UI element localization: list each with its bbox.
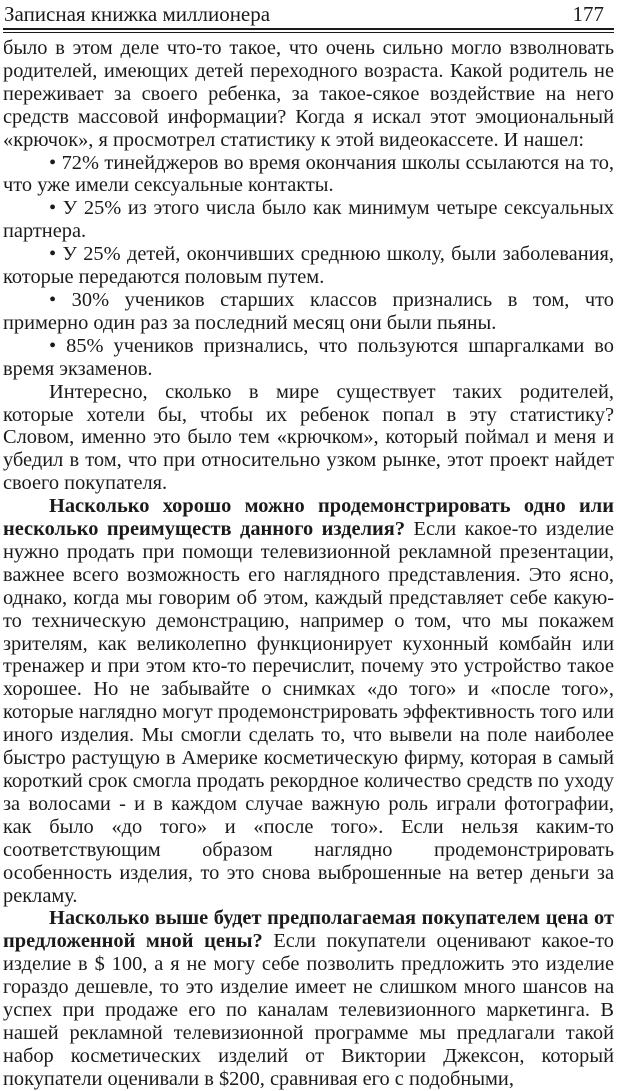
paragraph-with-lead [3, 495, 614, 907]
paragraph: Интересно, сколько в мире существует таких родителей, которые хотели бы, чтобы их ребенок попал в эту статистику? Словом, именно это было тем «крючком», который поймал и меня и убедил в том, что при относительно узком рынке, этот проект найдет своего покупателя. [3, 380, 614, 495]
bullet-item: • 30% учеников старших классов признались в том, что примерно один раз за последний месяц они были пьяны. [3, 288, 614, 334]
lead-question: Насколько выше будет предполагаемая покупателем цена от предложенной мной цены? [3, 907, 614, 953]
book-title: Записная книжка миллионера [4, 2, 271, 26]
paragraph-continuation: было в этом деле что-то такое, что очень сильно могло взволновать родителей, имеющих детей переходного возраста. Какой родитель не переживает за своего ребенка, за такое-сякое воздействие на него средств массовой информации? Когда я искал этот эмоциональный «крючок», я просмотрел статистику к этой видеокассете. И нашел: [3, 37, 614, 151]
bullet-item: • У 25% детей, окончивших среднюю школу, были заболевания, которые передаются половым путем. [3, 243, 614, 289]
bullet-item: • 72% тинейджеров во время окончания школы ссылаются на то, что уже имели сексуальные контакты. [3, 151, 614, 197]
body-text [3, 37, 614, 1091]
header-rule [3, 28, 614, 30]
paragraph-body: Если какое-то изделие нужно продать при помощи телевизионной рекламной презентации, важнее всего возможность его наглядного представления. Это ясно, однако, когда мы говорим об этом, каждый представляет себе какую-то техническую демонстрацию, например о том, что мы покажем зрителям, как великолепно функционирует кухонный комбайн или тренажер и при этом кто-то перечислит, почему это устройство такое хорошее. Но не забывайте о снимках «до того» и «после того», которые наглядно могут продемонстрировать эффективность того или иного изделия. Мы смогли сделать то, что вывели на поле наиболее быстро растущую в Америке косметическую фирму, которая в самый короткий срок смогла продать рекордное количество средств по уходу за волосами - и в каждом случае важную роль играли фотографии, как было «до того» и «после того». Если нельзя каким-то соответствующим образом наглядно продемонстрировать особенность изделия, то это снова выброшенные на ветер деньги за рекламу. [3, 518, 614, 907]
page-number: 177 [572, 2, 604, 26]
lead-question: Насколько хорошо можно продемонстрировать одно или несколько преимуществ данного изделия? [3, 495, 614, 541]
header-rule-thin [3, 32, 614, 33]
running-header [3, 0, 614, 27]
bullet-item: • У 25% из этого числа было как минимум четыре сексуальных партнера. [3, 197, 614, 243]
paragraph-with-lead [3, 907, 614, 1090]
bullet-item: • 85% учеников признались, что пользуются шпаргалками во время экзаменов. [3, 334, 614, 380]
paragraph-body: Если покупатели оценивают какое-то изделие в $ 100, а я не могу себе позволить предложить это изделие гораздо дешевле, то это изделие имеет не слишком много шансов на успех при продаже его по каналам телевизионного маркетинга. В нашей рекламной телевизионной программе мы предлагали такой набор косметических изделий от Виктории Джексон, который покупатели оценивали в $200, сравнивая его с подобными, [3, 930, 615, 1090]
